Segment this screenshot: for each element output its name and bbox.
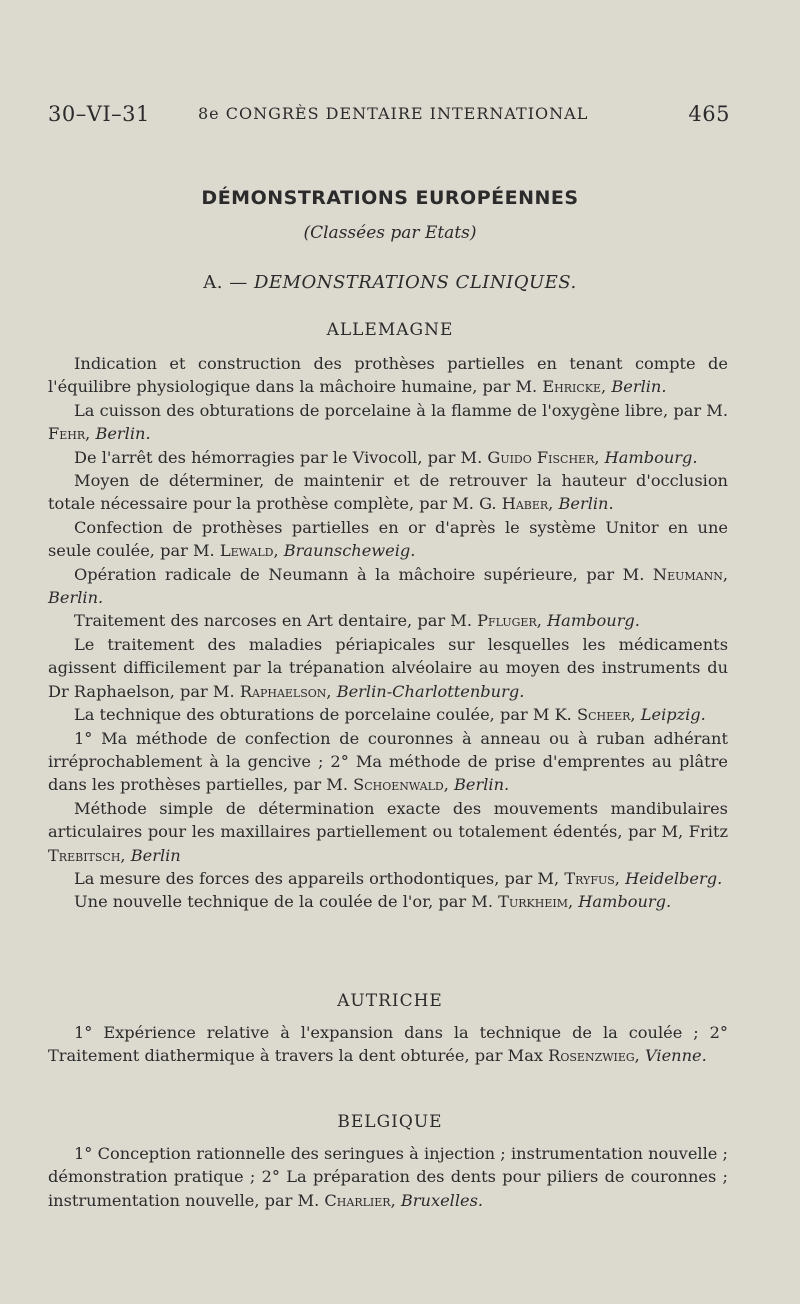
list-item: La technique des obturations de porcelaine coulée, par M K. Scheer, Leipzig. <box>74 705 706 725</box>
list-item: Méthode simple de détermination exacte des mouvements mandibulaires articulaires pour les maxillaires partiellement ou totalement édentés, par M, Fritz Trebitsch, Berlin <box>48 798 728 865</box>
list-item: 1° Expérience relative à l'expansion dans la technique de la coulée ; 2° Traitement diathermique à travers la dent obturée, par Max Rosenzwieg, Vienne. <box>48 1023 728 1066</box>
list-item: Indication et construction des prothèses partielles en tenant compte de l'équilibre physiologique dans la mâchoire humaine, par M. Ehricke, Berlin. <box>48 354 728 397</box>
list-item: Moyen de déterminer, de maintenir et de retrouver la hauteur d'occlusion totale nécessaire pour la prothèse complète, par M. G. Haber, Berlin. <box>48 471 728 514</box>
country-heading-autriche: AUTRICHE <box>337 991 443 1011</box>
section-heading <box>0 272 780 293</box>
list-item: La mesure des forces des appareils orthodontiques, par M, Tryfus, Heidelberg. <box>74 868 723 888</box>
list-allemagne <box>48 352 728 914</box>
list-belgique <box>48 1142 728 1212</box>
section-title: DEMONSTRATIONS CLINIQUES. <box>253 272 577 293</box>
list-item: 1° Ma méthode de confection de couronnes à anneau ou à ruban adhérant irréprochablement à la gencive ; 2° Ma méthode de prise d'emprentes au plâtre dans les prothèses partielles, par M. Schoenwald, Berlin. <box>48 728 728 795</box>
list-item: Le traitement des maladies périapicales sur lesquelles les médicaments agissent difficilement par la trépanation alvéolaire au moyen des instruments du Dr Raphaelson, par M. Raphaelson, Berlin-Charlottenburg. <box>48 634 728 701</box>
page-number: 465 <box>688 102 730 126</box>
list-item: 1° Conception rationnelle des seringues à injection ; instrumentation nouvelle ; démonstration pratique ; 2° La préparation des dents pour piliers de couronnes ; instrumentation nouvelle, par M. Charlier, Bruxelles. <box>48 1144 728 1210</box>
page-title: DÉMONSTRATIONS EUROPÉENNES <box>201 187 579 209</box>
header-date: 30–VI–31 <box>48 102 150 126</box>
section-prefix: A. — <box>203 272 248 293</box>
list-item: La cuisson des obturations de porcelaine à la flamme de l'oxygène libre, par M. Fehr, Berlin. <box>48 400 728 444</box>
list-item: Confection de prothèses partielles en or d'après le système Unitor en une seule coulée, par M. Lewald, Braunscheweig. <box>48 517 728 561</box>
country-heading-belgique: BELGIQUE <box>337 1112 443 1132</box>
header-title: 8e CONGRÈS DENTAIRE INTERNATIONAL <box>198 104 589 123</box>
list-item: Une nouvelle technique de la coulée de l'or, par M. Turkheim, Hambourg. <box>74 892 672 912</box>
page-subtitle: (Classées par Etats) <box>303 223 477 243</box>
list-item: Opération radicale de Neumann à la mâchoire supérieure, par M. Neumann, Berlin. <box>48 564 728 608</box>
list-autriche <box>48 1021 728 1068</box>
country-heading-allemagne: ALLEMAGNE <box>326 320 454 340</box>
list-item: De l'arrêt des hémorragies par le Vivocoll, par M. Guido Fischer, Hambourg. <box>74 447 698 467</box>
list-item: Traitement des narcoses en Art dentaire, par M. Pfluger, Hambourg. <box>74 611 640 631</box>
